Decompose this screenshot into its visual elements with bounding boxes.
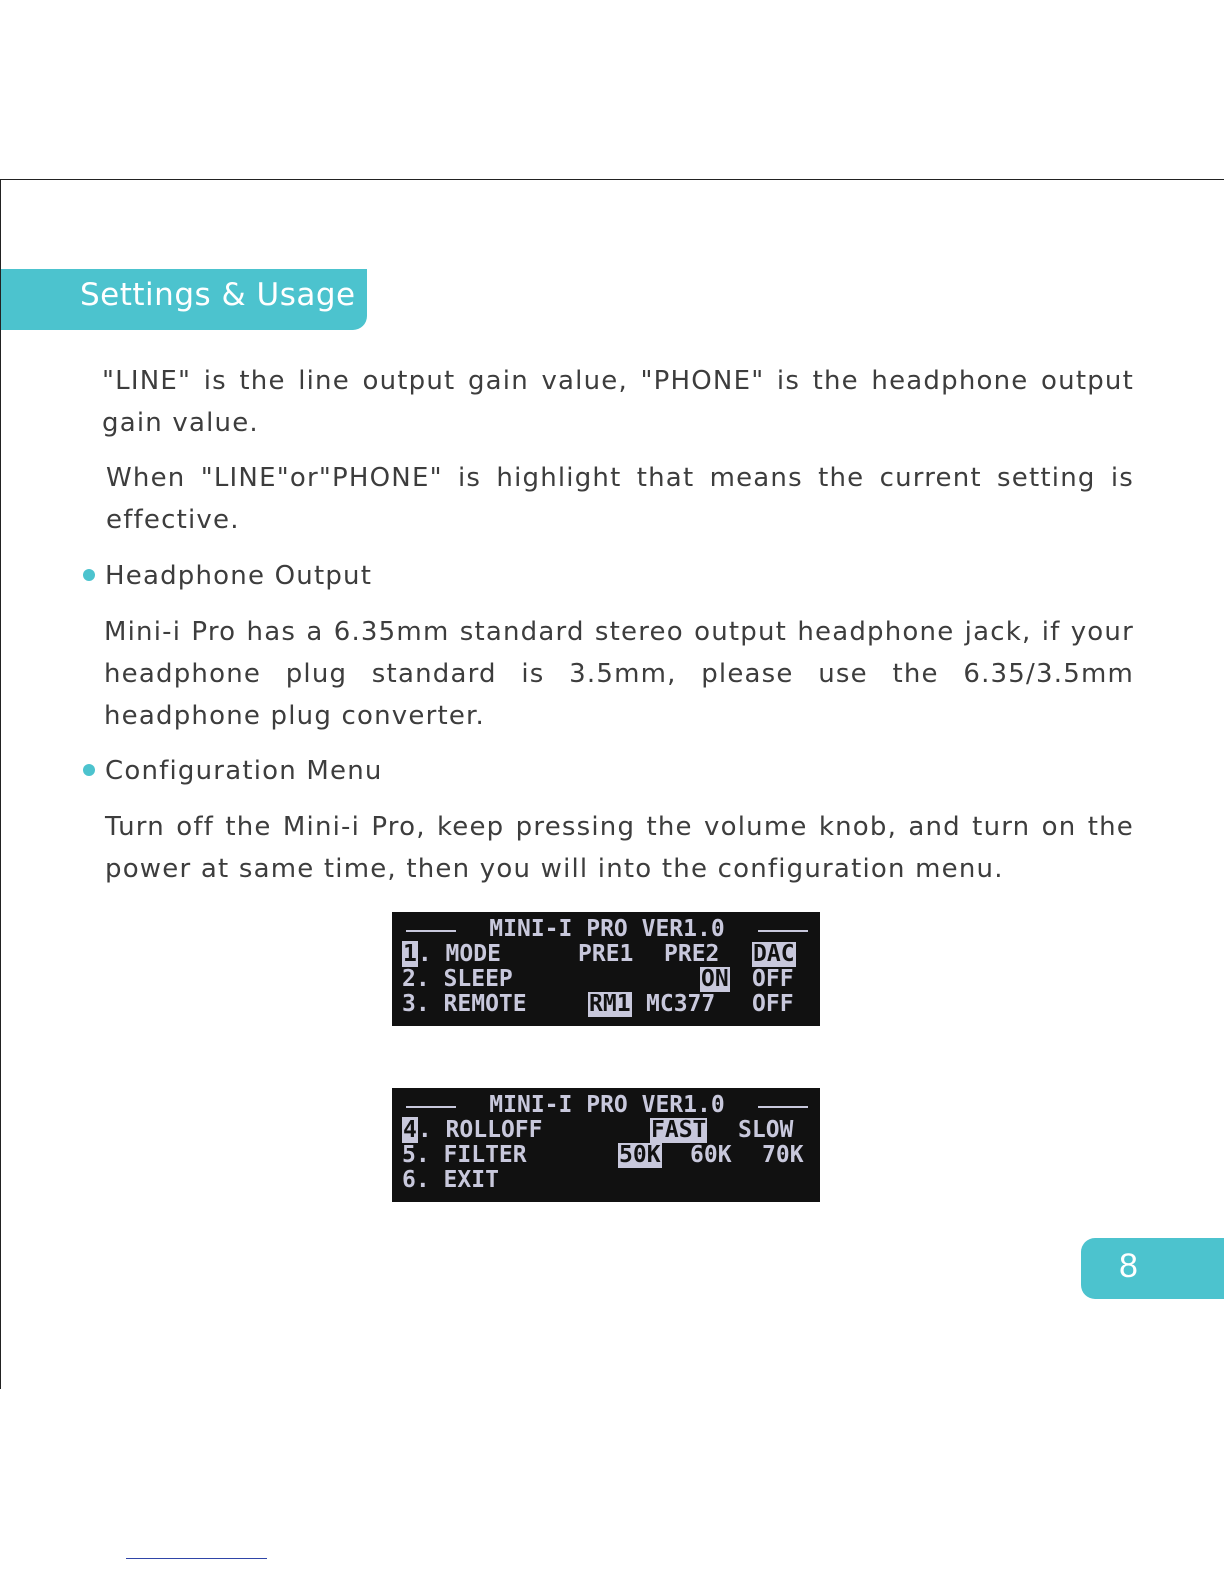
screen-title: MINI-I PRO VER1.0 [402, 917, 812, 942]
option-fast-selected: FAST [651, 1117, 707, 1143]
oled-screen-menu-2 [392, 1088, 820, 1202]
option-rm1-selected: RM1 [589, 991, 631, 1017]
option-on-selected: ON [701, 966, 729, 992]
oled-screen-menu-1 [392, 912, 820, 1026]
option-slow: SLOW [738, 1117, 794, 1143]
option-off: OFF [752, 991, 794, 1017]
option-dac-selected: DAC [753, 941, 795, 967]
paragraph-highlight: When "LINE"or"PHONE" is highlight that means the current setting is effective. [106, 463, 1134, 535]
paragraph-headphone-jack: Mini-i Pro has a 6.35mm standard stereo output headphone jack, if your headphone plug standard is 3.5mm, please use the 6.35/3.5mm headphone plug converter. [104, 617, 1134, 731]
footer-rule [126, 1558, 267, 1559]
menu-label: . MODE [417, 941, 501, 967]
menu-row-remote [402, 992, 812, 1017]
menu-row-exit [402, 1168, 812, 1193]
menu-label: . ROLLOFF [417, 1117, 543, 1143]
menu-label: 2. SLEEP [402, 966, 513, 992]
bullet-dot-icon [83, 764, 95, 776]
option-pre2: PRE2 [664, 941, 720, 967]
page-number: 8 [1119, 1247, 1138, 1285]
option-pre1: PRE1 [578, 941, 634, 967]
menu-row-filter [402, 1143, 812, 1168]
bullet-label: Headphone Output [105, 561, 373, 591]
menu-row-sleep [402, 967, 812, 992]
paragraph-configuration: Turn off the Mini-i Pro, keep pressing the volume knob, and turn on the power at same time, then you will into the configuration menu. [105, 812, 1134, 884]
option-60k: 60K [690, 1142, 732, 1168]
option-off: OFF [752, 966, 794, 992]
option-70k: 70K [762, 1142, 804, 1168]
selected-item-number: 4 [403, 1117, 417, 1143]
option-mc377: MC377 [646, 991, 716, 1017]
section-title: Settings & Usage [80, 277, 356, 313]
bullet-dot-icon [83, 569, 95, 581]
menu-label: 3. REMOTE [402, 991, 527, 1017]
menu-label: 6. EXIT [402, 1167, 499, 1193]
selected-item-number: 1 [403, 941, 417, 967]
bullet-headphone-output [83, 555, 372, 597]
bullet-label: Configuration Menu [105, 756, 383, 786]
menu-row-mode [402, 942, 812, 967]
screen-title: MINI-I PRO VER1.0 [402, 1093, 812, 1118]
page-number-tab [1081, 1238, 1224, 1299]
paragraph-line-phone: "LINE" is the line output gain value, "PHONE" is the headphone output gain value. [102, 366, 1134, 438]
menu-label: 5. FILTER [402, 1142, 527, 1168]
menu-row-rolloff [402, 1118, 812, 1143]
option-50k-selected: 50K [619, 1142, 661, 1168]
bullet-configuration-menu [83, 750, 383, 792]
section-header [1, 269, 367, 330]
